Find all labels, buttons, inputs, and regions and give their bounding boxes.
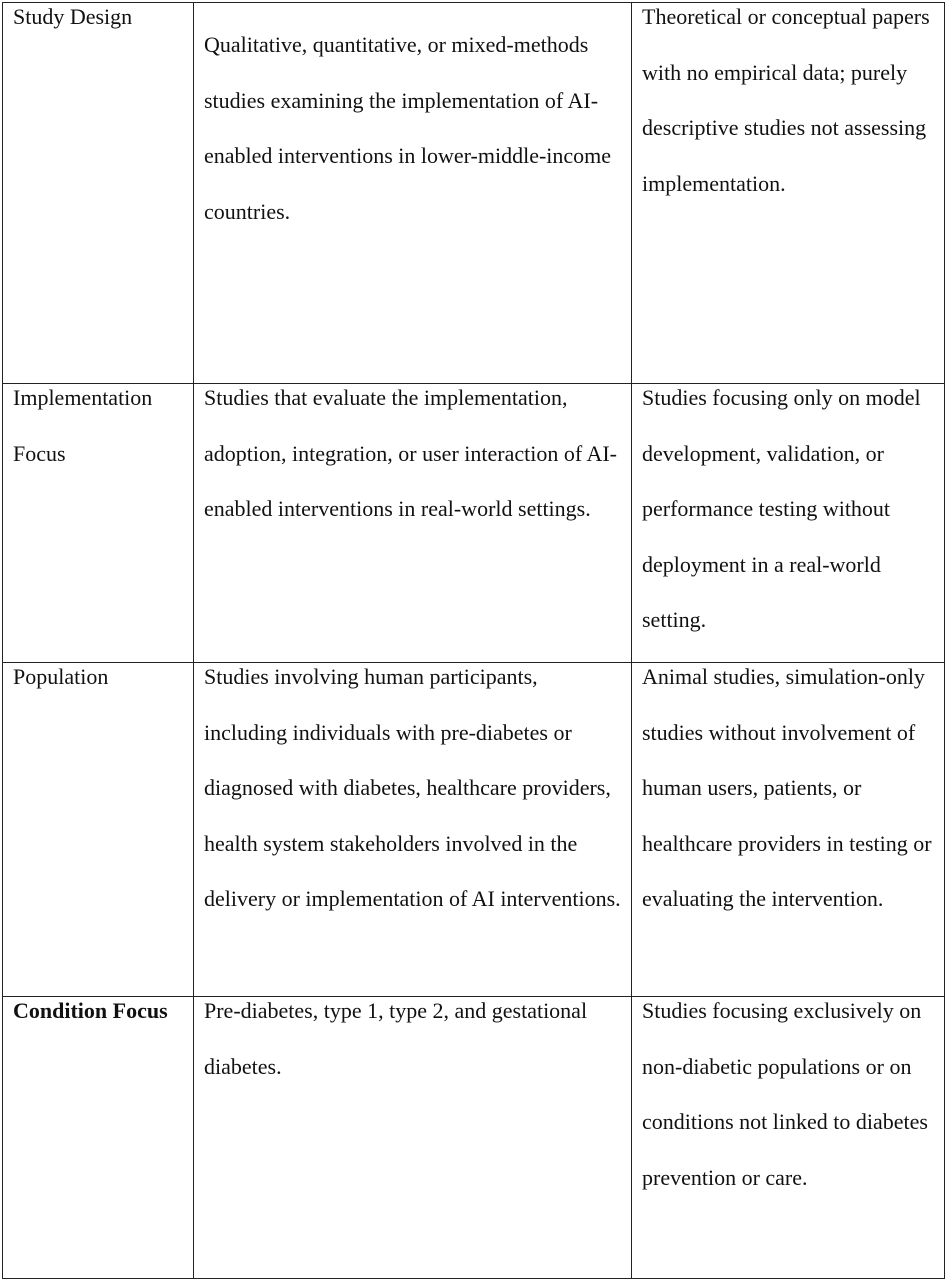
- domain-label: Implementation Focus: [13, 385, 153, 466]
- exclusion-cell: [632, 663, 945, 997]
- table-row: [3, 384, 945, 663]
- criteria-table: [2, 2, 945, 1279]
- exclusion-text: Studies focusing exclusively on non-diabetic populations or on conditions not linked to diabetes prevention or care.: [642, 998, 928, 1190]
- domain-cell: [3, 384, 194, 663]
- domain-label: Condition Focus: [13, 998, 168, 1023]
- table-row: [3, 997, 945, 1279]
- exclusion-text: Studies focusing only on model development, validation, or performance testing without deployment in a real-world setting.: [642, 385, 921, 633]
- exclusion-cell: [632, 997, 945, 1279]
- domain-cell: [3, 997, 194, 1279]
- table-row: [3, 663, 945, 997]
- inclusion-text: Studies involving human participants, including individuals with pre-diabetes or diagnosed with diabetes, healthcare providers, health system stakeholders involved in the delivery or implementation of AI interventions.: [204, 664, 621, 912]
- inclusion-cell: [194, 997, 632, 1279]
- inclusion-text: Studies that evaluate the implementation, adoption, integration, or user interaction of AI-enabled interventions in real-world settings.: [204, 385, 617, 522]
- domain-label: Study Design: [13, 4, 133, 29]
- inclusion-cell: [194, 384, 632, 663]
- domain-cell: [3, 663, 194, 997]
- table-row: [3, 3, 945, 384]
- exclusion-text: Animal studies, simulation-only studies without involvement of human users, patients, or healthcare providers in testing or evaluating the intervention.: [642, 664, 932, 912]
- inclusion-cell: [194, 663, 632, 997]
- exclusion-cell: [632, 384, 945, 663]
- exclusion-text: Theoretical or conceptual papers with no empirical data; purely descriptive studies not assessing implementation.: [642, 4, 930, 196]
- domain-label: Population: [13, 664, 109, 689]
- inclusion-text: Qualitative, quantitative, or mixed-methods studies examining the implementation of AI-enabled interventions in lower-middle-income countries.: [204, 32, 612, 224]
- exclusion-cell: [632, 3, 945, 384]
- inclusion-text: Pre-diabetes, type 1, type 2, and gestational diabetes.: [204, 998, 588, 1079]
- domain-cell: [3, 3, 194, 384]
- inclusion-cell: [194, 3, 632, 384]
